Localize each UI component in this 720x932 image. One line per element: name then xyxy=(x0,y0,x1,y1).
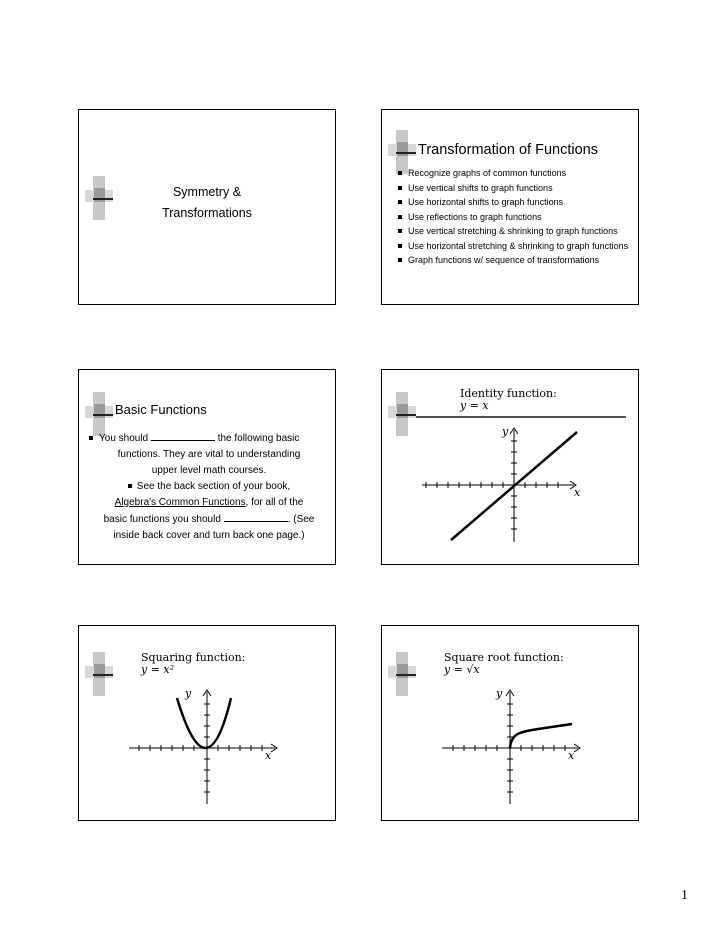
bullet-item: Use horizontal stretching & shrinking to graph functions xyxy=(398,241,630,252)
bullet-item: Use vertical shifts to graph functions xyxy=(398,183,630,194)
function-equation: y = x² xyxy=(141,663,175,676)
slide-title: Transformation of Functions xyxy=(418,142,598,158)
squaring-graph xyxy=(79,626,336,821)
body-line: You should the following basic xyxy=(87,430,331,447)
identity-graph xyxy=(382,370,639,565)
slide-transformation xyxy=(381,109,639,305)
bullet-item: Use horizontal shifts to graph functions xyxy=(398,197,630,208)
bullet-item: Use reflections to graph functions xyxy=(398,212,630,223)
x-axis-label: x xyxy=(568,749,575,762)
slide-title: Basic Functions xyxy=(115,402,207,417)
y-axis-label: y xyxy=(185,687,192,700)
body-line: functions. They are vital to understanding xyxy=(117,449,301,460)
x-axis-label: x xyxy=(574,486,581,499)
body-line: basic functions you should . (See xyxy=(87,511,331,528)
square-root-graph xyxy=(382,626,639,821)
slide-identity-function xyxy=(381,369,639,565)
body-line: Algebra's Common Functions, for all of the xyxy=(114,497,304,508)
function-equation: y = √x xyxy=(444,663,480,676)
slide-basic-functions xyxy=(78,369,336,565)
function-name: Squaring function: xyxy=(141,651,246,664)
x-axis-label: x xyxy=(265,749,272,762)
function-equation: y = x xyxy=(460,399,489,412)
function-name: Square root function: xyxy=(444,651,564,664)
title-line-2: Transformations xyxy=(162,206,252,220)
bullet-item: Recognize graphs of common functions xyxy=(398,168,630,179)
bullet-list xyxy=(398,168,630,270)
title-line-1: Symmetry & xyxy=(172,185,242,199)
function-name: Identity function: xyxy=(460,387,557,400)
body-line: inside back cover and turn back one page.) xyxy=(113,530,305,541)
y-axis-label: y xyxy=(496,687,503,700)
y-axis-label: y xyxy=(502,425,509,438)
bullet-item: Use vertical stretching & shrinking to graph functions xyxy=(398,226,630,237)
slide-symmetry xyxy=(78,109,336,305)
sub-bullet: See the back section of your book, xyxy=(87,479,331,495)
sqrt-curve xyxy=(510,724,572,748)
slide-title xyxy=(79,182,335,224)
page-number: 1 xyxy=(681,888,688,903)
fill-in-blank xyxy=(224,511,288,522)
slide-body xyxy=(87,430,331,544)
bullet-item: Graph functions w/ sequence of transformations xyxy=(398,255,630,266)
slide-squaring-function xyxy=(78,625,336,821)
fill-in-blank xyxy=(151,430,215,441)
slide-square-root-function xyxy=(381,625,639,821)
body-line: upper level math courses. xyxy=(151,465,267,476)
book-reference-link[interactable]: Algebra's Common Functions xyxy=(114,497,246,508)
parabola-curve xyxy=(177,698,231,748)
